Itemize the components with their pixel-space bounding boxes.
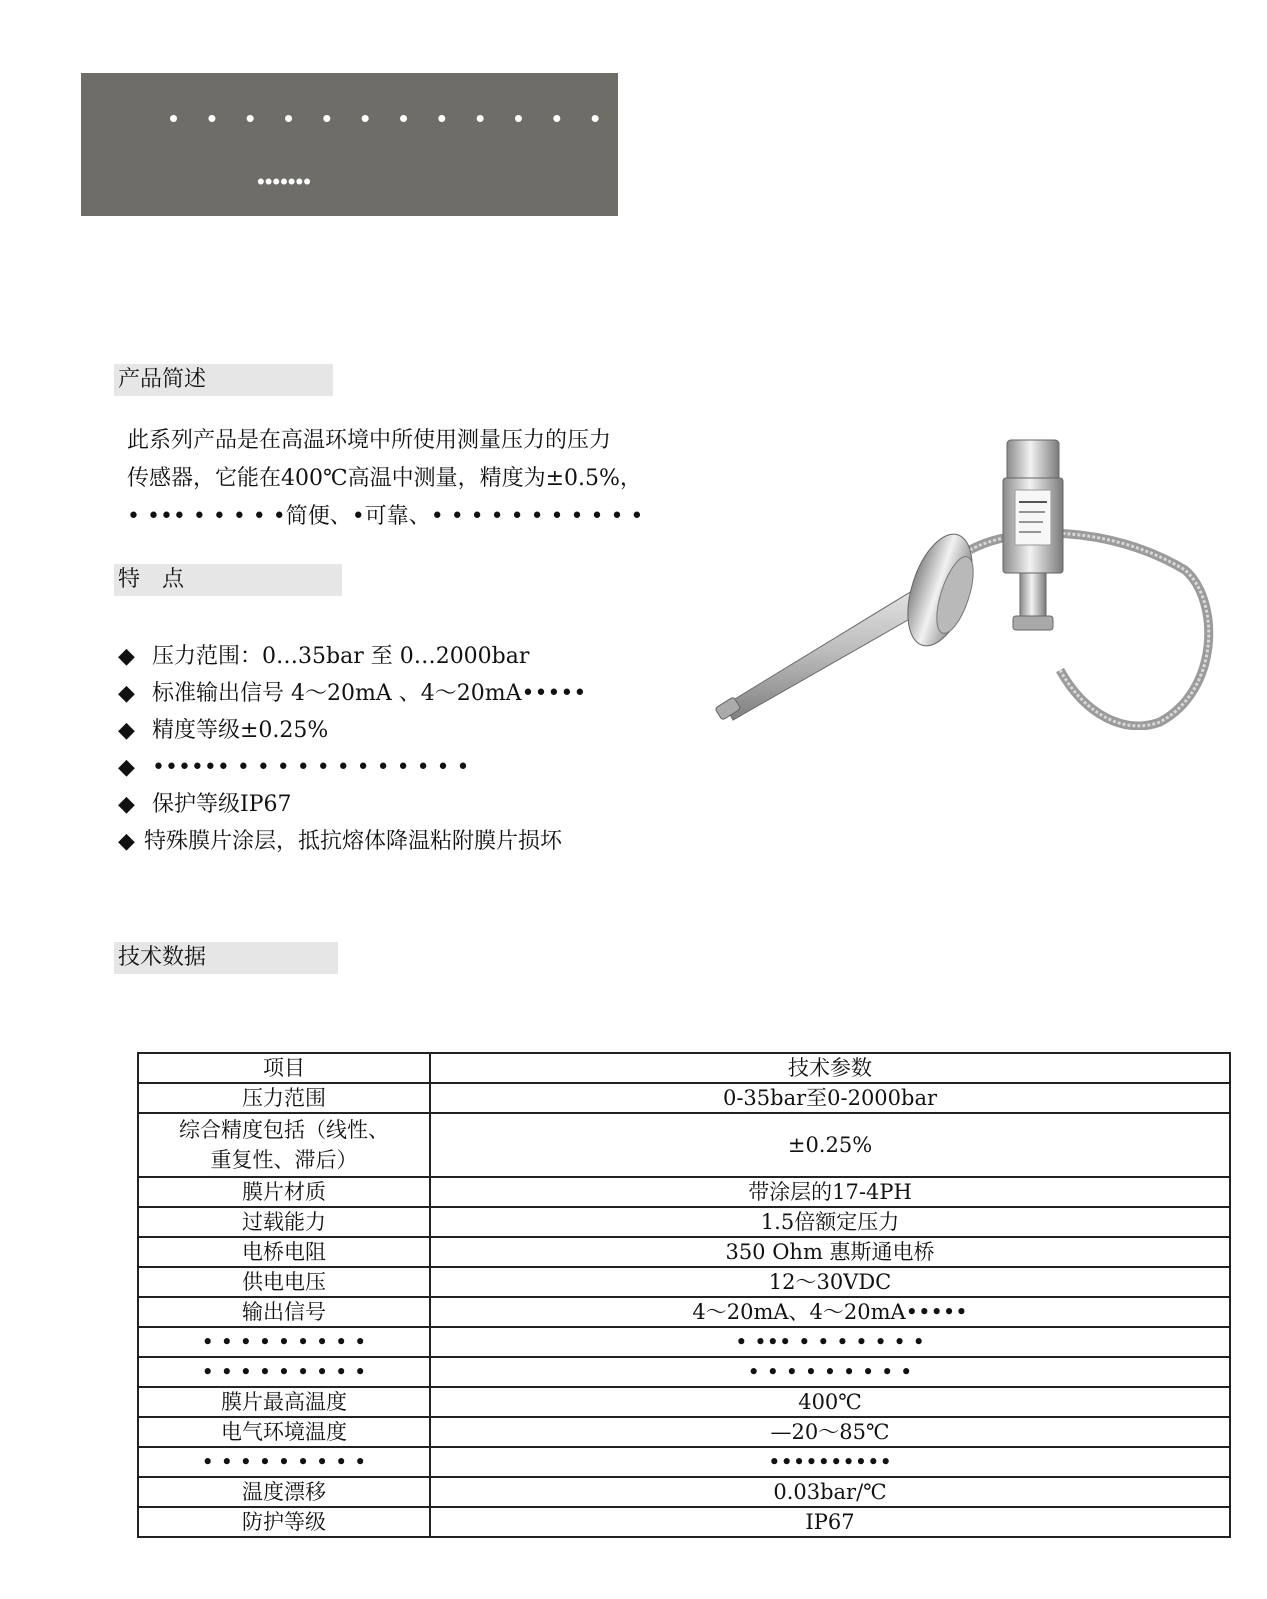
header-line-1: • • • • • • • • • • • • [169,103,611,133]
diamond-bullet-icon: ◆ [118,644,135,669]
overview-line-1: 此系列产品是在高温环境中所使用测量压力的压力 [127,428,612,453]
spec-item-cell: 膜片最高温度 [138,1387,430,1417]
feature-item: ◆ 精度等级±0.25% [118,712,718,749]
tech-spec-table [137,1052,1231,1538]
spec-value-cell: 350 Ohm 惠斯通电桥 [430,1237,1230,1267]
spec-item-cell: • • • • • • • • • [138,1327,430,1357]
spec-item-cell: 膜片材质 [138,1177,430,1207]
diamond-bullet-icon: ◆ [118,792,135,817]
spec-value-cell: 400℃ [430,1387,1230,1417]
spec-value-cell: 0-35bar至0-2000bar [430,1083,1230,1113]
table-row [138,1447,1230,1477]
spec-item-cell: 综合精度包括（线性、 重复性、滞后） [138,1113,430,1177]
table-row [138,1357,1230,1387]
spec-item-cell: • • • • • • • • • [138,1357,430,1387]
spec-value-cell: 0.03bar/℃ [430,1477,1230,1507]
spec-value-cell: • • • • • • • • • [430,1357,1230,1387]
diamond-bullet-icon: ◆ [118,718,135,743]
features-heading: 特 点 [114,564,342,596]
tech-heading: 技术数据 [114,942,338,974]
overview-text [127,422,697,536]
table-row [138,1417,1230,1447]
spec-value-cell: 1.5倍额定压力 [430,1207,1230,1237]
spec-value-cell: 带涂层的17-4PH [430,1177,1230,1207]
column-header-item: 项目 [138,1053,430,1083]
header-banner [81,73,618,216]
table-row [138,1477,1230,1507]
header-line-2: ••••••• [257,169,311,194]
spec-item-cell: 过载能力 [138,1207,430,1237]
spec-value-cell: 12～30VDC [430,1267,1230,1297]
feature-item: ◆ 保护等级IP67 [118,786,718,823]
table-row [138,1207,1230,1237]
table-row [138,1297,1230,1327]
table-row [138,1083,1230,1113]
table-row [138,1267,1230,1297]
spec-value-cell: • ••• • • • • • • • [430,1327,1230,1357]
spec-item-cell: 输出信号 [138,1297,430,1327]
feature-item: ◆ 压力范围：0…35bar 至 0…2000bar [118,638,718,675]
table-row [138,1507,1230,1537]
spec-value-cell: ±0.25% [430,1113,1230,1177]
spec-item-cell: 温度漂移 [138,1477,430,1507]
spec-item-cell: 供电电压 [138,1267,430,1297]
spec-value-cell: •••••••••• [430,1447,1230,1477]
table-row [138,1327,1230,1357]
spec-value-cell: IP67 [430,1507,1230,1537]
spec-value-cell: 4～20mA、4～20mA••••• [430,1297,1230,1327]
features-list [118,638,718,860]
feature-item: ◆ •••••• • • • • • • • • • • • • [118,749,718,786]
spec-item-cell: 压力范围 [138,1083,430,1113]
spec-item-cell: • • • • • • • • • [138,1447,430,1477]
spec-item-cell: 防护等级 [138,1507,430,1537]
table-row [138,1237,1230,1267]
spec-item-cell: 电气环境温度 [138,1417,430,1447]
feature-item: ◆ 标准输出信号 4～20mA 、4～20mA••••• [118,675,718,712]
overview-line-2: 传感器，它能在400℃高温中测量，精度为±0.5%， [127,466,642,491]
column-header-value: 技术参数 [430,1053,1230,1083]
table-header-row [138,1053,1230,1083]
table-row [138,1113,1230,1177]
table-row [138,1177,1230,1207]
spec-item-cell: 电桥电阻 [138,1237,430,1267]
feature-item: ◆ 特殊膜片涂层，抵抗熔体降温粘附膜片损坏 [118,823,718,860]
diamond-bullet-icon: ◆ [118,681,135,706]
diamond-bullet-icon: ◆ [118,829,135,854]
spec-value-cell: —20～85℃ [430,1417,1230,1447]
pressure-sensor-photo [715,430,1220,730]
table-row [138,1387,1230,1417]
diamond-bullet-icon: ◆ [118,755,135,780]
overview-heading: 产品简述 [114,364,333,396]
overview-line-3: • ••• • • • • •简便、•可靠、• • • • • • • • • • • [127,504,644,529]
